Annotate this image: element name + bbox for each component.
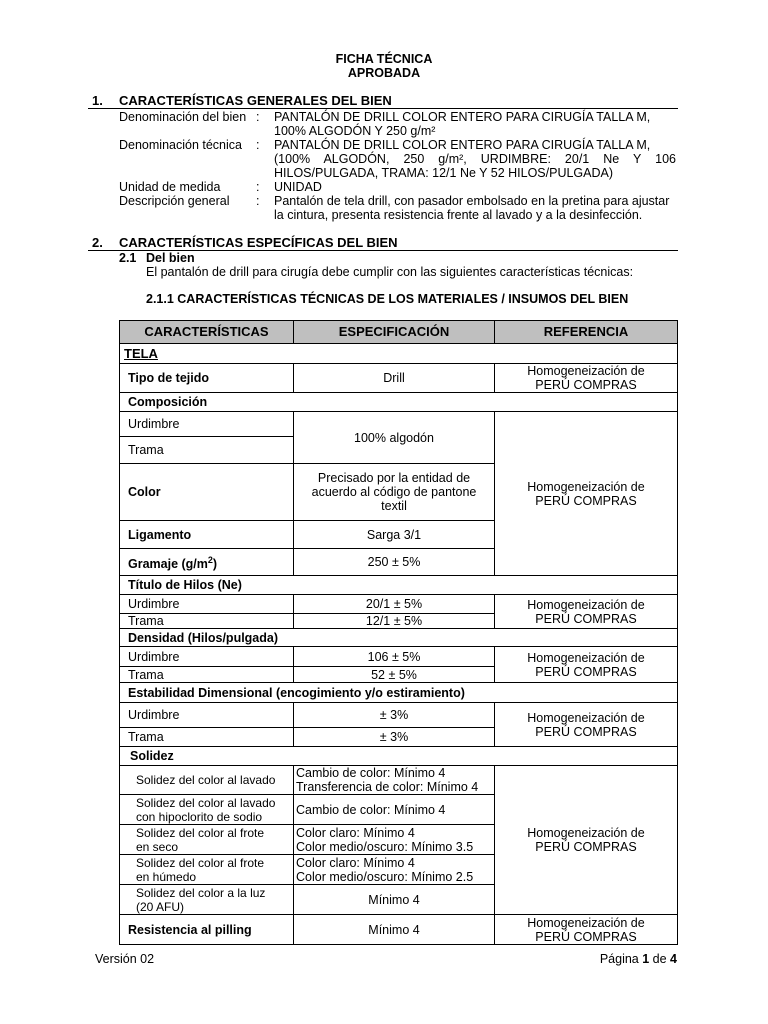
spec-value: Drill bbox=[294, 364, 495, 393]
col-header: CARACTERÍSTICAS bbox=[120, 321, 294, 344]
reference-cell: Homogeneización de PERÚ COMPRAS bbox=[495, 412, 678, 576]
field-value-line: HILOS/PULGADA, TRAMA: 12/1 Ne Y 52 HILOS/PULGADA) bbox=[274, 166, 614, 180]
reference-cell: Homogeneización de PERÚ COMPRAS bbox=[495, 364, 678, 393]
field-value-line: PANTALÓN DE DRILL COLOR ENTERO PARA CIRUGÍA TALLA M, bbox=[274, 138, 651, 152]
spec-value: Mínimo 4 bbox=[294, 885, 495, 915]
spec-value: 106 ± 5% bbox=[294, 647, 495, 667]
field-value-line: Pantalón de tela drill, con pasador embolsado en la pretina para ajustar bbox=[274, 194, 670, 208]
row-label: Ligamento bbox=[120, 521, 294, 549]
row-label: Solidez del color al lavado con hipoclorito de sodio bbox=[120, 795, 294, 825]
field-sep: : bbox=[256, 194, 260, 208]
group-label: Título de Hilos (Ne) bbox=[120, 576, 678, 595]
reference-cell: Homogeneización de PERÚ COMPRAS bbox=[495, 647, 678, 683]
spec-value: ± 3% bbox=[294, 703, 495, 728]
section1-rule bbox=[88, 108, 678, 109]
row-label: Gramaje $(g/m^2)$ bbox=[120, 549, 294, 576]
row-label: Trama bbox=[120, 728, 294, 747]
subsection-number: 2.1 bbox=[119, 251, 137, 265]
spec-value: Cambio de color: Mínimo 4 Transferencia de color: Mínimo 4 bbox=[294, 766, 495, 795]
col-header: ESPECIFICACIÓN bbox=[294, 321, 495, 344]
subsection-title: Del bien bbox=[146, 251, 195, 265]
row-label: Tipo de tejido bbox=[120, 364, 294, 393]
reference-cell: Homogeneización de PERÚ COMPRAS bbox=[495, 915, 678, 945]
field-value-line: PANTALÓN DE DRILL COLOR ENTERO PARA CIRUGÍA TALLA M, bbox=[274, 110, 651, 124]
table-title: 2.1.1 CARACTERÍSTICAS TÉCNICAS DE LOS MATERIALES / INSUMOS DEL BIEN bbox=[146, 292, 629, 306]
row-label: Solidez del color al frote en húmedo bbox=[120, 855, 294, 885]
page-indicator: Página 1 de 4 bbox=[599, 952, 677, 966]
doc-subtitle: APROBADA bbox=[347, 66, 421, 80]
field-sep: : bbox=[256, 138, 260, 152]
spec-value: 52 ± 5% bbox=[294, 667, 495, 683]
spec-value: Mínimo 4 bbox=[294, 915, 495, 945]
spec-value: Color claro: Mínimo 4 Color medio/oscuro: Mínimo 2.5 bbox=[294, 855, 495, 885]
spec-value: Precisado por la entidad de acuerdo al código de pantone textil bbox=[294, 464, 495, 521]
row-label: Urdimbre bbox=[120, 703, 294, 728]
field-value-line: UNIDAD bbox=[274, 180, 322, 194]
section1-title: CARACTERÍSTICAS GENERALES DEL BIEN bbox=[119, 93, 392, 108]
field-value-line: (100% ALGODÓN, 250 g/m², URDIMBRE: 20/1 Ne Y 106 bbox=[274, 152, 676, 166]
group-label: Densidad (Hilos/pulgada) bbox=[120, 629, 678, 647]
spec-value: Cambio de color: Mínimo 4 bbox=[294, 795, 495, 825]
spec-table bbox=[119, 320, 678, 945]
row-label: Urdimbre bbox=[120, 595, 294, 614]
group-label: Solidez bbox=[120, 747, 678, 766]
field-label: Descripción general bbox=[119, 194, 230, 208]
col-header: REFERENCIA bbox=[495, 321, 678, 344]
spec-value: 250 ± 5% bbox=[294, 549, 495, 576]
spec-value: 100% algodón bbox=[294, 412, 495, 464]
row-label: Solidez del color al lavado bbox=[120, 766, 294, 795]
group-label: Composición bbox=[120, 393, 678, 412]
field-sep: : bbox=[256, 110, 260, 124]
spec-value: ± 3% bbox=[294, 728, 495, 747]
field-label: Denominación técnica bbox=[119, 138, 242, 152]
group-label: Estabilidad Dimensional (encogimiento y/o estiramiento) bbox=[120, 683, 678, 703]
field-value-line: la cintura, presenta resistencia frente al lavado y a la desinfección. bbox=[274, 208, 643, 222]
row-label: Solidez del color al frote en seco bbox=[120, 825, 294, 855]
reference-cell: Homogeneización de PERÚ COMPRAS bbox=[495, 766, 678, 915]
row-label: Solidez del color a la luz (20 AFU) bbox=[120, 885, 294, 915]
reference-cell: Homogeneización de PERÚ COMPRAS bbox=[495, 703, 678, 747]
spec-value: 20/1 ± 5% bbox=[294, 595, 495, 614]
intro-text: El pantalón de drill para cirugía debe cumplir con las siguientes características técnicas: bbox=[146, 265, 634, 279]
group-tela: TELA bbox=[120, 344, 678, 364]
spec-value: Sarga 3/1 bbox=[294, 521, 495, 549]
field-label: Denominación del bien bbox=[119, 110, 247, 124]
row-label: Trama bbox=[120, 667, 294, 683]
row-label: Urdimbre bbox=[120, 647, 294, 667]
doc-title: FICHA TÉCNICA bbox=[335, 52, 433, 66]
reference-cell: Homogeneización de PERÚ COMPRAS bbox=[495, 595, 678, 629]
row-label: Color bbox=[120, 464, 294, 521]
spec-value: Color claro: Mínimo 4 Color medio/oscuro: Mínimo 3.5 bbox=[294, 825, 495, 855]
field-label: Unidad de medida bbox=[119, 180, 221, 194]
row-label: Trama bbox=[120, 614, 294, 629]
row-label: Trama bbox=[120, 437, 294, 464]
field-value-line: 100% ALGODÓN Y 250 g/m² bbox=[274, 124, 436, 138]
spec-value: 12/1 ± 5% bbox=[294, 614, 495, 629]
section2-number: 2. bbox=[92, 235, 103, 250]
section2-title: CARACTERÍSTICAS ESPECÍFICAS DEL BIEN bbox=[119, 235, 398, 250]
section1-number: 1. bbox=[92, 93, 103, 108]
version-label: Versión 02 bbox=[95, 952, 155, 966]
row-label: Urdimbre bbox=[120, 412, 294, 437]
field-sep: : bbox=[256, 180, 260, 194]
row-label: Resistencia al pilling bbox=[120, 915, 294, 945]
